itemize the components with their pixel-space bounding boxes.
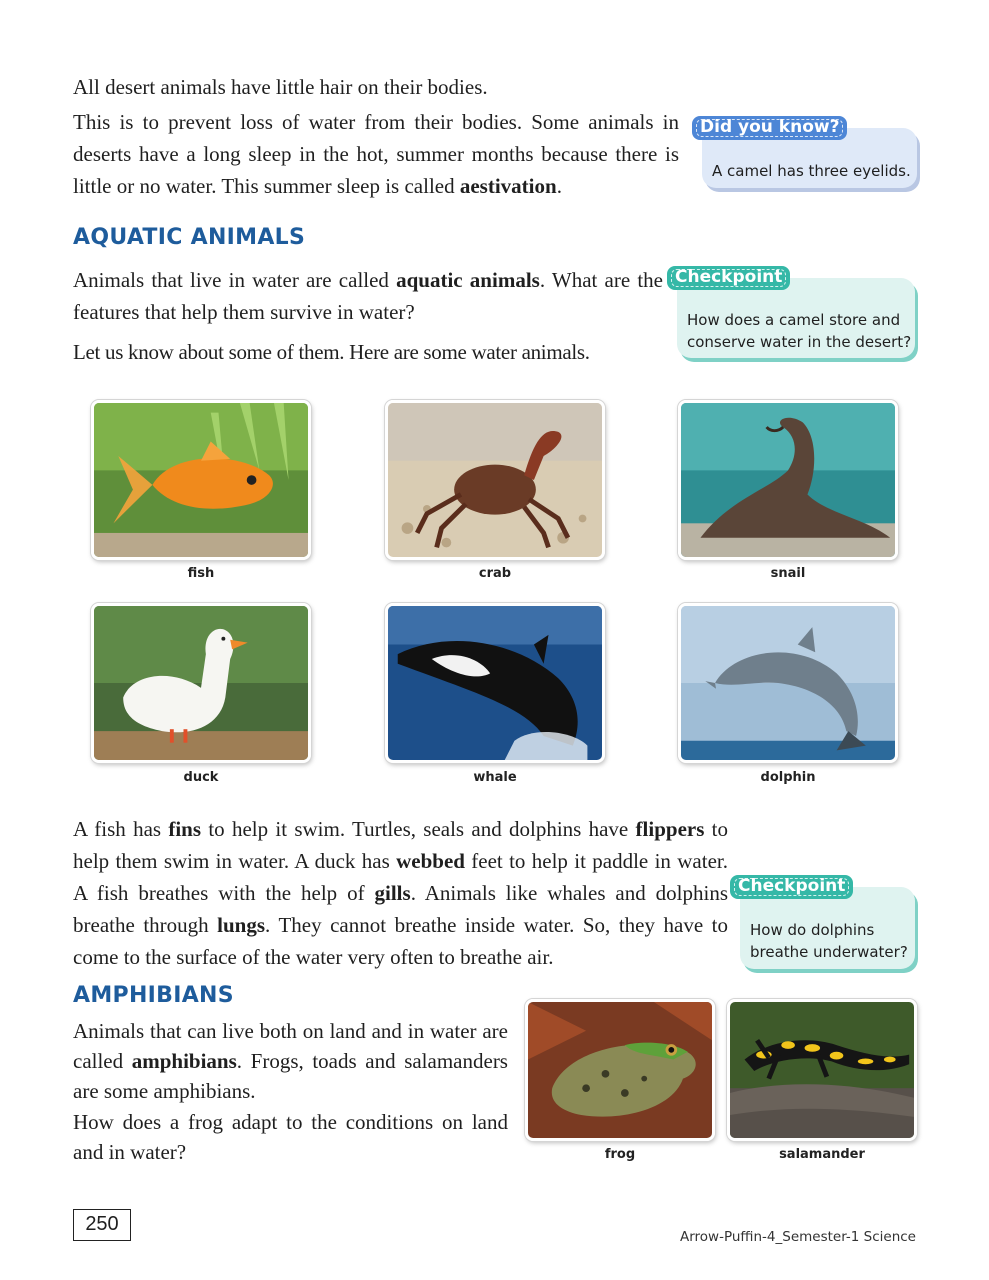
fish-photo: [91, 400, 311, 560]
duck-photo: [91, 603, 311, 763]
aestivation-text: This is to prevent loss of water from their bodies. Some animals in deserts have a long sleep in the hot, summer months because there is little or no water. This summer sleep is called: [73, 110, 679, 198]
aquatic-text-b: . What are the features that help them survive in water?: [73, 268, 663, 324]
water-animals-intro: Let us know about some of them. Here are some water animals.: [73, 340, 590, 364]
term-gills: gills: [374, 881, 411, 905]
page-number: 250: [73, 1209, 131, 1241]
amphibians-paragraph: [73, 1016, 508, 1106]
amphibians-term: amphibians: [131, 1049, 237, 1073]
checkpoint-camel: [675, 267, 915, 358]
checkpoint-label: Checkpoint: [730, 875, 853, 899]
checkpoint-dolphins-question: How do dolphins breathe underwater?: [750, 921, 908, 961]
crab-caption: crab: [478, 566, 512, 581]
term-webbed: webbed: [396, 849, 465, 873]
aquatic-heading: AQUATIC ANIMALS: [73, 225, 306, 250]
intro-line: All desert animals have little hair on their bodies.: [73, 75, 488, 99]
did-you-know-label: Did you know?: [692, 116, 847, 140]
book-footer: Arrow-Puffin-4_Semester-1 Science: [680, 1229, 916, 1245]
aquatic-term: aquatic animals: [396, 268, 540, 292]
salamander-photo: [727, 999, 917, 1141]
checkpoint-camel-question: How does a camel store and conserve water in the desert?: [687, 311, 912, 351]
aestivation-end: .: [556, 174, 562, 198]
snail-photo: [678, 400, 898, 560]
term-lungs: lungs: [217, 913, 266, 937]
features-text: A fish has: [73, 817, 169, 841]
frog-question: How does a frog adapt to the conditions on land and in water?: [73, 1110, 508, 1164]
features-text: feet to help it paddle in water. A fish breathes with the help of: [73, 849, 728, 905]
aquatic-paragraph: [73, 264, 663, 328]
fish-caption: fish: [187, 566, 215, 581]
frog-caption: frog: [604, 1147, 636, 1162]
crab-photo: [385, 400, 605, 560]
checkpoint-dolphins: [738, 876, 915, 969]
features-text: to help them swim in water. A duck has: [73, 817, 729, 873]
whale-caption: whale: [473, 770, 517, 785]
whale-photo: [385, 603, 605, 763]
features-text: to help it swim. Turtles, seals and dolphins have: [201, 817, 636, 841]
amphibians-heading: AMPHIBIANS: [73, 983, 234, 1008]
term-fins: fins: [168, 817, 202, 841]
dolphin-photo: [678, 603, 898, 763]
aestivation-paragraph: [73, 106, 679, 202]
term-flippers: flippers: [635, 817, 705, 841]
salamander-caption: salamander: [779, 1147, 865, 1162]
amphibians-text-a: Animals that can live both on land and in water are called: [73, 1019, 508, 1073]
frog-photo: [525, 999, 715, 1141]
amphibians-text-b: . Frogs, toads and salamanders are some amphibians.: [73, 1049, 508, 1103]
features-text: . Animals like whales and dolphins breathe through: [73, 881, 728, 937]
did-you-know-box: [700, 117, 917, 188]
dolphin-caption: dolphin: [760, 770, 816, 785]
duck-caption: duck: [183, 770, 219, 785]
features-text: . They cannot breathe inside water. So, they have to come to the surface of the water very often to breathe air.: [73, 913, 728, 969]
did-you-know-text: A camel has three eyelids.: [712, 162, 911, 180]
snail-caption: snail: [770, 566, 806, 581]
aestivation-term: aestivation: [459, 174, 557, 198]
checkpoint-label: Checkpoint: [667, 266, 790, 290]
aquatic-text-a: Animals that live in water are called: [73, 268, 397, 292]
